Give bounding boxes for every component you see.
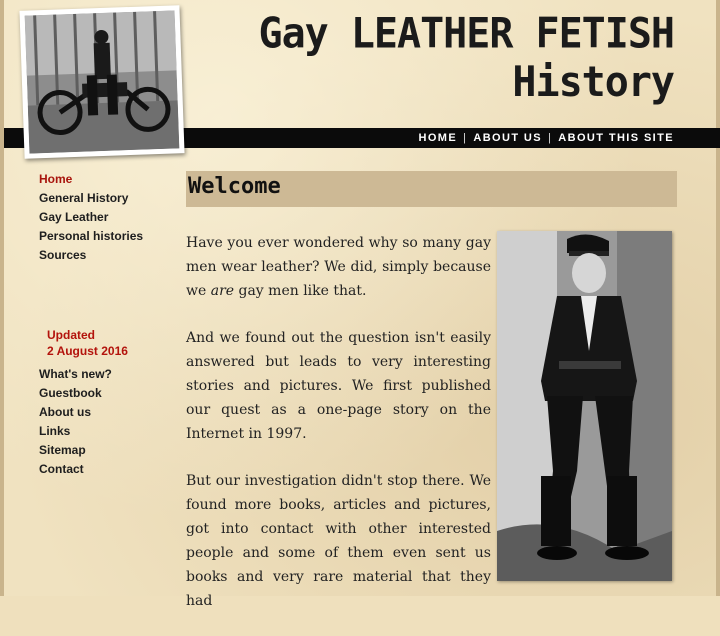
sidebar-item-personal-histories[interactable]: Personal histories [39, 229, 144, 243]
sidebar-item-guestbook[interactable]: Guestbook [39, 386, 102, 400]
intro-paragraph-1 [186, 231, 491, 303]
sidebar-item-home[interactable]: Home [39, 172, 73, 186]
nav-about-site-link[interactable]: ABOUT THIS SITE [558, 132, 674, 144]
sidebar-item-about-us[interactable]: About us [39, 405, 91, 419]
updated-date: 2 August 2016 [47, 344, 128, 358]
sidebar-item-gay-leather[interactable]: Gay Leather [39, 210, 109, 224]
site-title [204, 10, 674, 107]
sidebar [39, 170, 179, 479]
updated-label: Updated [47, 328, 95, 342]
intro-paragraph-3: But our investigation didn't stop there. We found more books, articles and pictures, got into contact with other interested people and some of them even sent us books and very rare material that they had [186, 473, 491, 609]
updated-notice [47, 327, 179, 359]
nav-home-link[interactable]: HOME [418, 132, 458, 144]
intro-paragraph-2: And we found out the question isn't easily answered but leads to very interesting stories and pictures. We first published our quest as a one-page story on the Internet in 1997. [186, 330, 491, 442]
main-content [186, 231, 491, 636]
sidebar-item-general-history[interactable]: General History [39, 191, 129, 205]
p1-emphasis: are [210, 283, 235, 299]
nav-about-us-link[interactable]: ABOUT US [473, 132, 542, 144]
top-nav [418, 128, 674, 148]
sidebar-item-whats-new[interactable]: What's new? [39, 367, 112, 381]
sidebar-item-contact[interactable]: Contact [39, 462, 84, 476]
sidebar-secondary [39, 365, 179, 479]
motorcycle-photo [19, 5, 184, 158]
sidebar-item-sitemap[interactable]: Sitemap [39, 443, 86, 457]
p1-text-a: Have you ever wondered why so many gay men wear leather? We did, simply because we [186, 235, 491, 299]
sidebar-item-links[interactable]: Links [39, 424, 71, 438]
site-title-line2: History [512, 58, 674, 107]
p1-text-b: gay men like that. [234, 283, 367, 299]
page-title: Welcome [188, 174, 281, 199]
leather-man-photo [497, 231, 672, 581]
nav-separator: | [548, 132, 553, 144]
welcome-heading-bar [186, 171, 677, 207]
sidebar-item-sources[interactable]: Sources [39, 248, 87, 262]
header [4, 0, 720, 150]
site-title-line1: Gay LEATHER FETISH [258, 9, 674, 58]
nav-separator: | [463, 132, 468, 144]
